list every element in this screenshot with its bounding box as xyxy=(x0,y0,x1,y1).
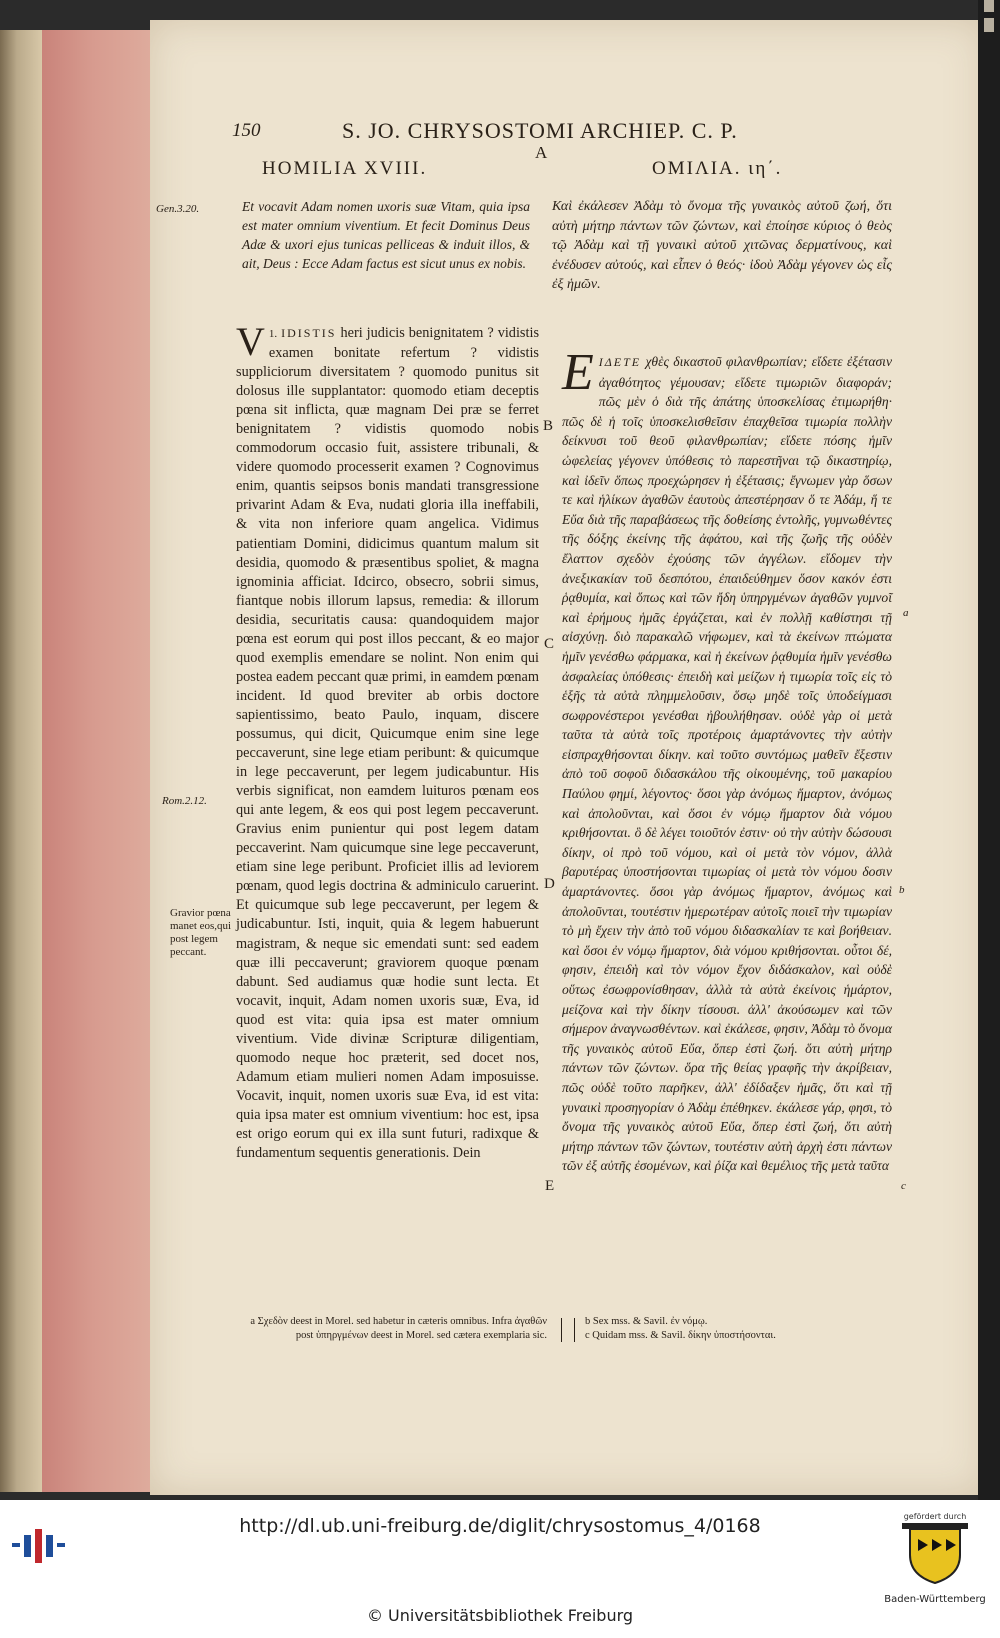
sponsor-logo xyxy=(880,1512,990,1622)
section-number: 1. xyxy=(268,328,278,340)
footnote-marker: c xyxy=(901,1180,906,1192)
margin-note-rom: Rom.2.12. xyxy=(162,795,207,807)
book-edge xyxy=(0,30,42,1492)
section-letter-d: D xyxy=(544,876,555,892)
sponsor-caption: gefördert durch xyxy=(903,1512,967,1521)
sponsor-name: Baden-Württemberg xyxy=(884,1594,986,1605)
dropcap-greek: Ε xyxy=(562,344,594,401)
copyright-notice: © Universitätsbibliothek Freiburg xyxy=(366,1606,634,1625)
homily-title-latin: HOMILIA XVIII. xyxy=(262,158,428,179)
footnote-a: a Σχεδὸν deest in Morel. sed habetur in cæteris omnibus. Infra ἀγαθῶν post ὑπηργμένων deest in Morel. sed cætera exemplaria sic. xyxy=(250,1316,547,1341)
footnote-c: c Quidam mss. & Savil. δίκην ὑποστήσονται. xyxy=(585,1330,776,1341)
footnote-b: b Sex mss. & Savil. ἐν νόμῳ. xyxy=(585,1316,708,1327)
greek-verse: Καὶ ἐκάλεσεν Ἀδὰμ τὸ ὄνομα τῆς γυναικὸς αὐτοῦ ζωή, ὅτι αὐτὴ μήτηρ πάντων τῶν ζώντων, καὶ ἐποίησε κύριος ὁ θεὸς τῷ Ἀδὰμ καὶ τῇ γυναικὶ αὐτοῦ χιτῶνας δερματίνους, καὶ ἐνέδυσεν αὐτούς, καὶ εἶπεν ὁ θεός· ἰδοὺ Ἀδὰμ γέγονεν ὡς εἷς ἐξ ἡμῶν. xyxy=(552,199,892,292)
footnote-marker: b xyxy=(899,884,905,896)
footnote-divider xyxy=(561,1318,575,1342)
latin-opening-word: IDISTIS xyxy=(281,326,337,340)
greek-column xyxy=(562,344,892,1176)
greek-body-text: χθὲς δικαστοῦ φιλανθρωπίαν; εἴδετε ἐξέτασιν ἀγαθότητος γέμουσαν; εἴδετε τιμωριῶν διαφοράν; πῶς μὲν ὁ διὰ τῆς ἀπάτης ὑποσκελίσας ἐτιμωρήθη· πῶς δὲ ἡ τοῖς ὑποσκελισθεῖσιν ἐπαχθεῖσα τιμωρία πολλὴν δείκνυσι τοῦ θεοῦ φιλανθρωπίαν; εἴδετε πόσης ἡμῖν ὠφελείας γέγονεν ὑπόθεσις τὸ παρεστῆναι τῷ δικαστηρίῳ, καὶ ἰδεῖν ὅπως προεχώρησεν ἡ ἐξέτασις; ἔγνωμεν γὰρ ὅσων τε καὶ ἡλίκων ἀγαθῶν ἑαυτοὺς ἀπεστέρησαν ὅ τε Ἀδάμ, ἥ τε Εὔα διὰ τῆς παραβάσεως τῆς δοθείσης ἐντολῆς, γυμνωθέντες τῆς δόξης ἐκείνης τῆς ἀφάτου, καὶ τῆς ζωῆς τῆς οὐδὲν ἔλαττον σχεδὸν ἐχούσης τῶν ἀγγέλων. εἴδομεν τὴν ἀνεξικακίαν τοῦ δεσπότου, ἐπαιδεύθημεν ὅσον κακόν ἐστι ῥᾳθυμία, καὶ ὅπως καὶ τῶν ἤδη ὑπηργμένων ἀγαθῶν γυμνοῖ καὶ ἐρήμους ἡμᾶς ἐργάζεται, καὶ ἐν πολλῇ καθίστησι τῇ αἰσχύνῃ. διὸ παρακαλῶ νήφωμεν, καὶ τὰ ἐκείνων πτώματα ἡμῖν γενέσθω φάρμακα, καὶ ἡ ἐκείνων ῥᾳθυμία ἡμῖν γενέσθω ἀσφαλείας ὑπόθεσις· ἐπειδὴ καὶ μείζων ἡ τιμωρία τοῖς εἰς τὸ ἑξῆς τὰ αὐτὰ πλημμελοῦσιν, ὅσῳ μηδὲ τοῖς ὑποδείγμασι σωφρονέστεροι γενέσθαι ἠβουλήθησαν. οὐδὲ γὰρ οἱ μετὰ ταῦτα τὰ αὐτὰ τοῖς προτέροις ἁμαρτάνοντες τὴν αὐτὴν εἰσπραχθήσονται δίκην. καὶ τοῦτο συντόμως μαθεῖν ἔξεστιν ἀπὸ τοῦ σοφοῦ διδασκάλου τῆς οἰκουμένης, τοῦ μακαρίου Παύλου φημί, λέγοντος· ὅσοι γὰρ ἀνόμως ἥμαρτον, ἀνόμως καὶ ἀπολοῦνται, καὶ ὅσοι ἐν νόμῳ ἥμαρτον διὰ νόμου κριθήσονται. ὃ δὲ λέγει τοιοῦτόν ἐστιν· οὐ τὴν αὐτὴν δώσουσι δίκην, οἱ πρὸ τοῦ νόμου, καὶ οἱ μετὰ τὸν νόμον, ἀλλὰ βαρυτέρας ὑποστήσονται τιμωρίας οἱ μετὰ τὸν νόμου δοσιν ἁμαρτάνοντες. ὅσοι γὰρ ἀνόμως ἥμαρτον, ἀνόμως καὶ ἀπολοῦνται, τουτέστιν ἡμερωτέραν αὐτοῖς ποιεῖ τὴν τιμωρίαν τὸ μὴ ἔχειν τὴν ἀπὸ τοῦ νόμου διδασκαλίαν τε καὶ βοήθειαν. καὶ ὅσοι ἐν νόμῳ ἥμαρτον, διὰ νόμου κριθήσονται. οὗτοι δέ, φησιν, ἐπειδὴ καὶ τὸν νόμον ἔχον διδάσκαλον, καὶ οὐδὲ οὕτως ἐσωφρονίσθησαν, ἀλλὰ τὰ αὐτὰ ἐκείνοις ἡμάρτον, μείζονα καὶ τὴν δίκην τίσουσι. ἀλλ' ἀκούσωμεν καὶ τῶν σήμερον ἀναγνωσθέντων. καὶ ἐκάλεσε, φησιν, Ἀδὰμ τὸ ὄνομα τῆς γυναικὸς αὐτοῦ Εὔα, ὅπερ ἐστὶ ζωή. ὅτι αὐτὴ μήτηρ πάντων τῶν ζώντων. ὅρα τῆς θείας γραφῆς τὴν ἀκρίβειαν, πῶς οὐδὲ τοῦτο παρῆκεν, ἀλλ' ἐδίδαξεν ἡμᾶς, ὅτι καὶ τῇ γυναικὶ προσηγορίαν ὁ Ἀδὰμ ἐπέθηκεν. ἐκάλεσε γάρ, φησι, τὸ ὄνομα τῆς γυναικὸς αὐτοῦ Εὔα, ὅπερ ἐστὶ ζωή, ὅτι αὐτὴ μήτηρ πάντων τῶν ζώντων, τουτέστιν αὐτὴ ἀρχὴ ἐστι πάντων τῶν ἐξ αὐτῆς ἐσομένων, καὶ ῥίζα καὶ θεμέλιος τῆς μετὰ ταῦτα xyxy=(562,354,892,1174)
latin-body-text: heri judicis benignitatem ? vidistis examen bonitate refertum ? vidistis suppliciorum diversitatem ? quomodo punitus sit dolosus ille supplantator: quomodo etiam deceptis pœna sit inflicta, quæ magnam Dei præ se ferret benignitatem ? vidistis quomodo nobis commodorum occasio fuit, assistere tribunali, & videre quomodo processerit examen ? Cognovimus enim, quantis seipsos bonis mandati transgressione privarint Adam & Eva, nudati gloria illa ineffabili, & vita non inferiore quam angelica. Vidimus patientiam Domini, didicimus quantum malum sit desidia, quomodo & præsentibus spoliet, & magna ignominia afficiat. Idcirco, obsecro, sobrii simus, fiantque nobis illorum lapsus, remedia: & illorum desidia, securitatis causa: quandoquidem major pœna est eorum qui post illos peccant, & eo major quod exemplis emendare se nolint. Non enim qui postea eadem peccant quæ primi, in eamdem pœnam incident. Id quod breviter ab orbis doctore sapientissimo, beato Paulo, inquam, discere possumus, qui dicit, Quicumque enim sine lege peccaverunt, sine lege etiam peribunt: & quicumque in lege peccaverunt, per legem judicabuntur. His verbis significat, non eamdem luituros pœnam eos qui ante legem, & eos qui post legem peccaverunt. Gravius enim punientur qui post legem datam peccaverint. Nam quicumque sine lege peccaverunt, etiam sine lege peribunt. Proficiet illis ad leviorem pœnam, quod legis doctrina & adminiculo caruerint. Et quicumque sub lege peccaverunt, per legem & judicabuntur. Isti, inquit, quia & legem habuerunt magistram, & neque sic emendati sunt: sed eadem quæ illi peccaverunt; graviorem quoque pœnam dabunt. Sed audiamus quæ hodie sunt lecta. Et vocavit, inquit, Adam nomen uxoris suæ, Eva, id quod est vita: quia ipsa est mater omnium viventium. Vide divinæ Scripturæ diligentiam, quomodo neque hoc præterit, sed docet nos, Adamum etiam mulieri nomen Adam imposuisse. Vocavit, inquit, nomen uxoris suæ Eva, id est vita: quia ipsa mater est omnium viventium: hoc est, ipsa est origo eorum qui ex illa sunt futuri, radixque & fundamentum sequentis generationis. Dein xyxy=(236,325,540,1162)
signature-letter: A xyxy=(535,143,548,162)
footnotes-right xyxy=(585,1315,885,1343)
dropcap-latin: V xyxy=(236,319,265,364)
footnote-marker: a xyxy=(903,607,909,619)
page-number: 150 xyxy=(232,120,261,141)
latin-verse: Et vocavit Adam nomen uxoris suæ Vitam, quia ipsa est mater omnium viventium. Et fecit Dominus Deus Adæ & uxori ejus tunicas pelliceas & induit illos, & ait, Deus : Ecce Adam factus est sicut unus ex nobis. xyxy=(242,199,530,271)
scan-marker xyxy=(984,18,994,32)
running-head: S. JO. CHRYSOSTOMI ARCHIEP. C. P. xyxy=(342,118,738,143)
coat-of-arms-icon xyxy=(880,1521,990,1587)
greek-opening-word: ΙΔΕΤΕ xyxy=(598,355,642,369)
section-letter-c: C xyxy=(544,636,555,652)
margin-note-gravior: Gravior pœna manet eos,qui post legem peccant. xyxy=(170,907,232,958)
scan-marker xyxy=(984,0,994,12)
document-url[interactable]: http://dl.ub.uni-freiburg.de/diglit/chrysostomus_4/0168 xyxy=(239,1515,761,1537)
section-letter-e: E xyxy=(545,1178,555,1194)
section-letter-b: B xyxy=(543,418,554,434)
scan-border-right xyxy=(978,0,1000,1500)
margin-note-gen: Gen.3.20. xyxy=(156,203,200,215)
homily-title-greek: ΟΜΙΛΙΑ. ιη΄. xyxy=(652,158,783,179)
latin-column xyxy=(236,319,540,1163)
